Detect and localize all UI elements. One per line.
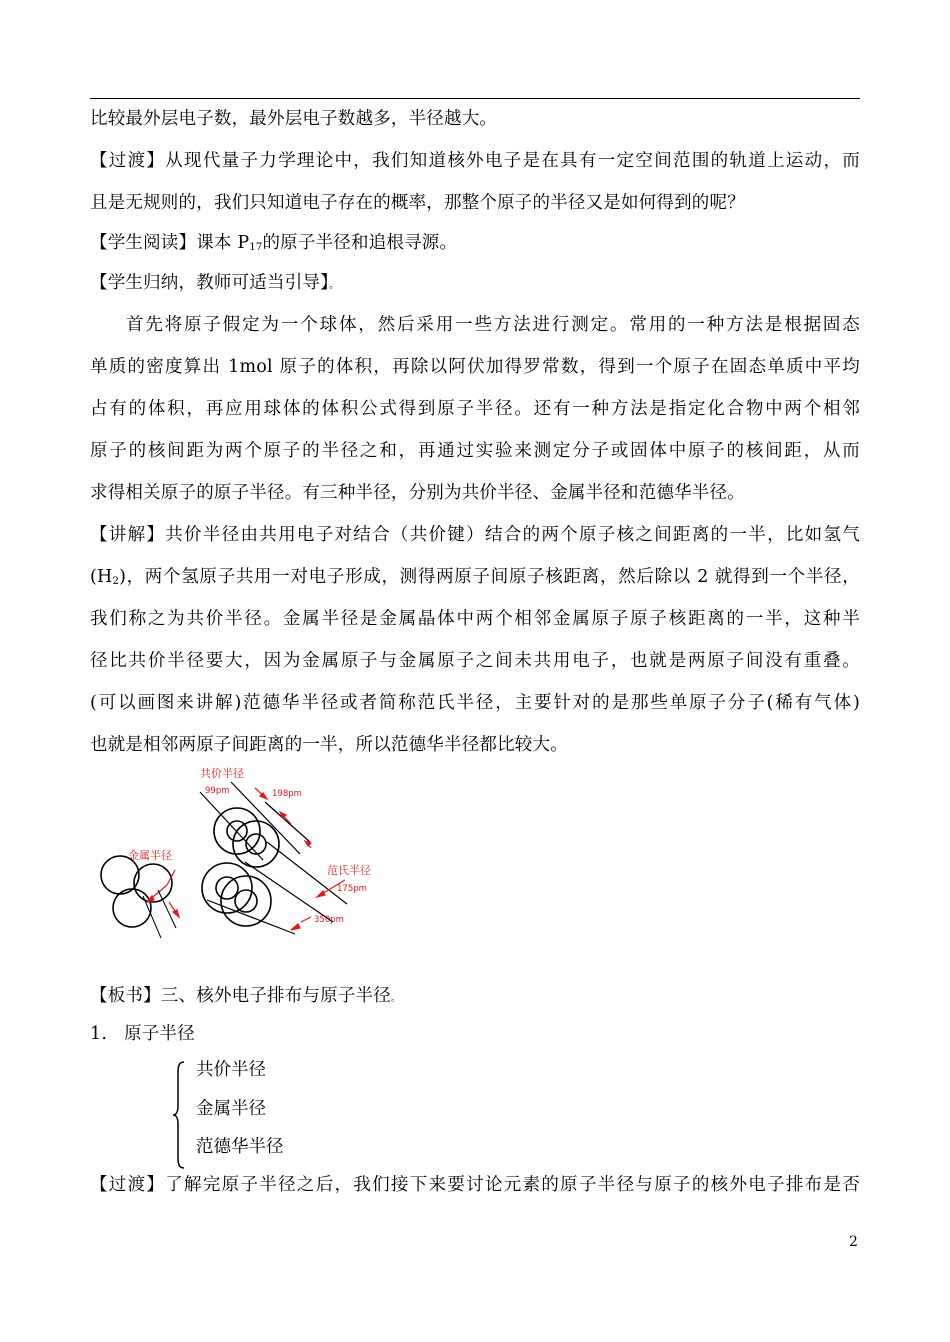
metallic-atoms [101,856,172,927]
bond-length-label: 198pm [272,789,302,799]
method-paragraph-line-2: 单质的密度算出 1mol 原子的体积，再除以阿伏加得罗常数，得到一个原子在固态单质中平均 [90,357,860,377]
student-reading-text-end: 的原子半径和追根寻源。 [262,233,458,253]
hydrogen-text-end: )，两个氢原子共用一对电子形成，测得两原子间原子核距离，然后除以 2 就得到一个半径， [119,567,860,587]
brace-item-vdw: 范德华半径 [196,1137,284,1157]
left-brace-icon [172,1060,186,1170]
metallic-radius-label: 金属半径 [128,849,172,862]
transition-line-final: 【过渡】了解完原子半径之后，我们接下来要讨论元素的原子半径与原子的核外电子排布是否 [90,1175,860,1195]
text-line-1: 比较最外层电子数，最外层电子数越多，半径越大。 [90,109,498,129]
method-paragraph-line-1: 首先将原子假定为一个球体，然后采用一些方法进行测定。常用的一种方法是根据固态 [126,315,860,335]
hydrogen-subscript: 2 [112,576,120,587]
student-reading-line [90,231,457,260]
student-summary-text: 【学生归纳，教师可适当引导】 [90,273,330,293]
metallic-radius-arrows [147,870,179,917]
list-number: 1. [90,1024,108,1044]
explain-paragraph-line-4: 径比共价半径要大，因为金属原子与金属原子之间未共用电子，也就是两原子间没有重叠。 [90,651,860,671]
board-heading-mark: 。 [390,993,402,1004]
explain-paragraph-line-6: 也就是相邻两原子间距离的一半，所以范德华半径都比较大。 [90,735,568,755]
explain-paragraph-line-2 [90,565,860,594]
brace-item-metallic: 金属半径 [196,1099,266,1119]
transition-paragraph-line-2: 且是无规则的，我们只知道电子存在的概率，那整个原子的半径又是如何得到的呢？ [90,193,745,213]
brace-item-covalent: 共价半径 [196,1060,266,1080]
explain-paragraph-line-5: (可以画图来讲解)范德华半径或者简称范氏半径，主要针对的是那些单原子分子(稀有气体) [90,693,860,713]
transition-paragraph-line-1: 【过渡】从现代量子力学理论中，我们知道核外电子是在具有一定空间范围的轨道上运动，而 [90,151,860,171]
explain-paragraph-line-1: 【讲解】共价半径由共用电子对结合（共价键）结合的两个原子核之间距离的一半，比如氢气 [90,525,860,545]
list-item-text: 原子半径 [124,1024,195,1044]
explain-paragraph-line-3: 我们称之为共价半径。金属半径是金属晶体中两个相邻金属原子原子核距离的一半，这种半 [90,609,860,629]
hydrogen-text: (H [90,567,113,587]
vdw-radius-label: 范氏半径 [327,864,371,877]
student-summary-line [90,271,339,298]
board-heading-line [90,984,401,1011]
covalent-radius-label: 共价半径 [200,767,244,780]
board-heading-text: 【板书】三、核外电子排布与原子半径 [90,986,391,1006]
header-rule [90,98,860,99]
list-item-1 [90,1022,195,1046]
student-reading-text: 【学生阅读】课本 P [90,233,250,253]
atomic-radius-figure [95,762,395,940]
page-number: 2 [849,1234,858,1250]
summary-mark: 。 [329,280,340,291]
vdw-distance-label: 350pm [314,915,344,925]
page-subscript: 17 [249,242,263,253]
method-paragraph-line-4: 原子的核间距为两个原子的半径之和，再通过实验来测定分子或固体中原子的核间距，从而 [90,441,860,461]
method-paragraph-line-5: 求得相关原子的原子半径。有三种半径，分别为共价半径、金属半径和范德华半径。 [90,483,745,503]
method-paragraph-line-3: 占有的体积，再应用球体的体积公式得到原子半径。还有一种方法是指定化合物中两个相邻 [90,399,860,419]
covalent-value-label: 99pm [205,786,230,796]
vdw-value-label: 175pm [337,884,367,894]
